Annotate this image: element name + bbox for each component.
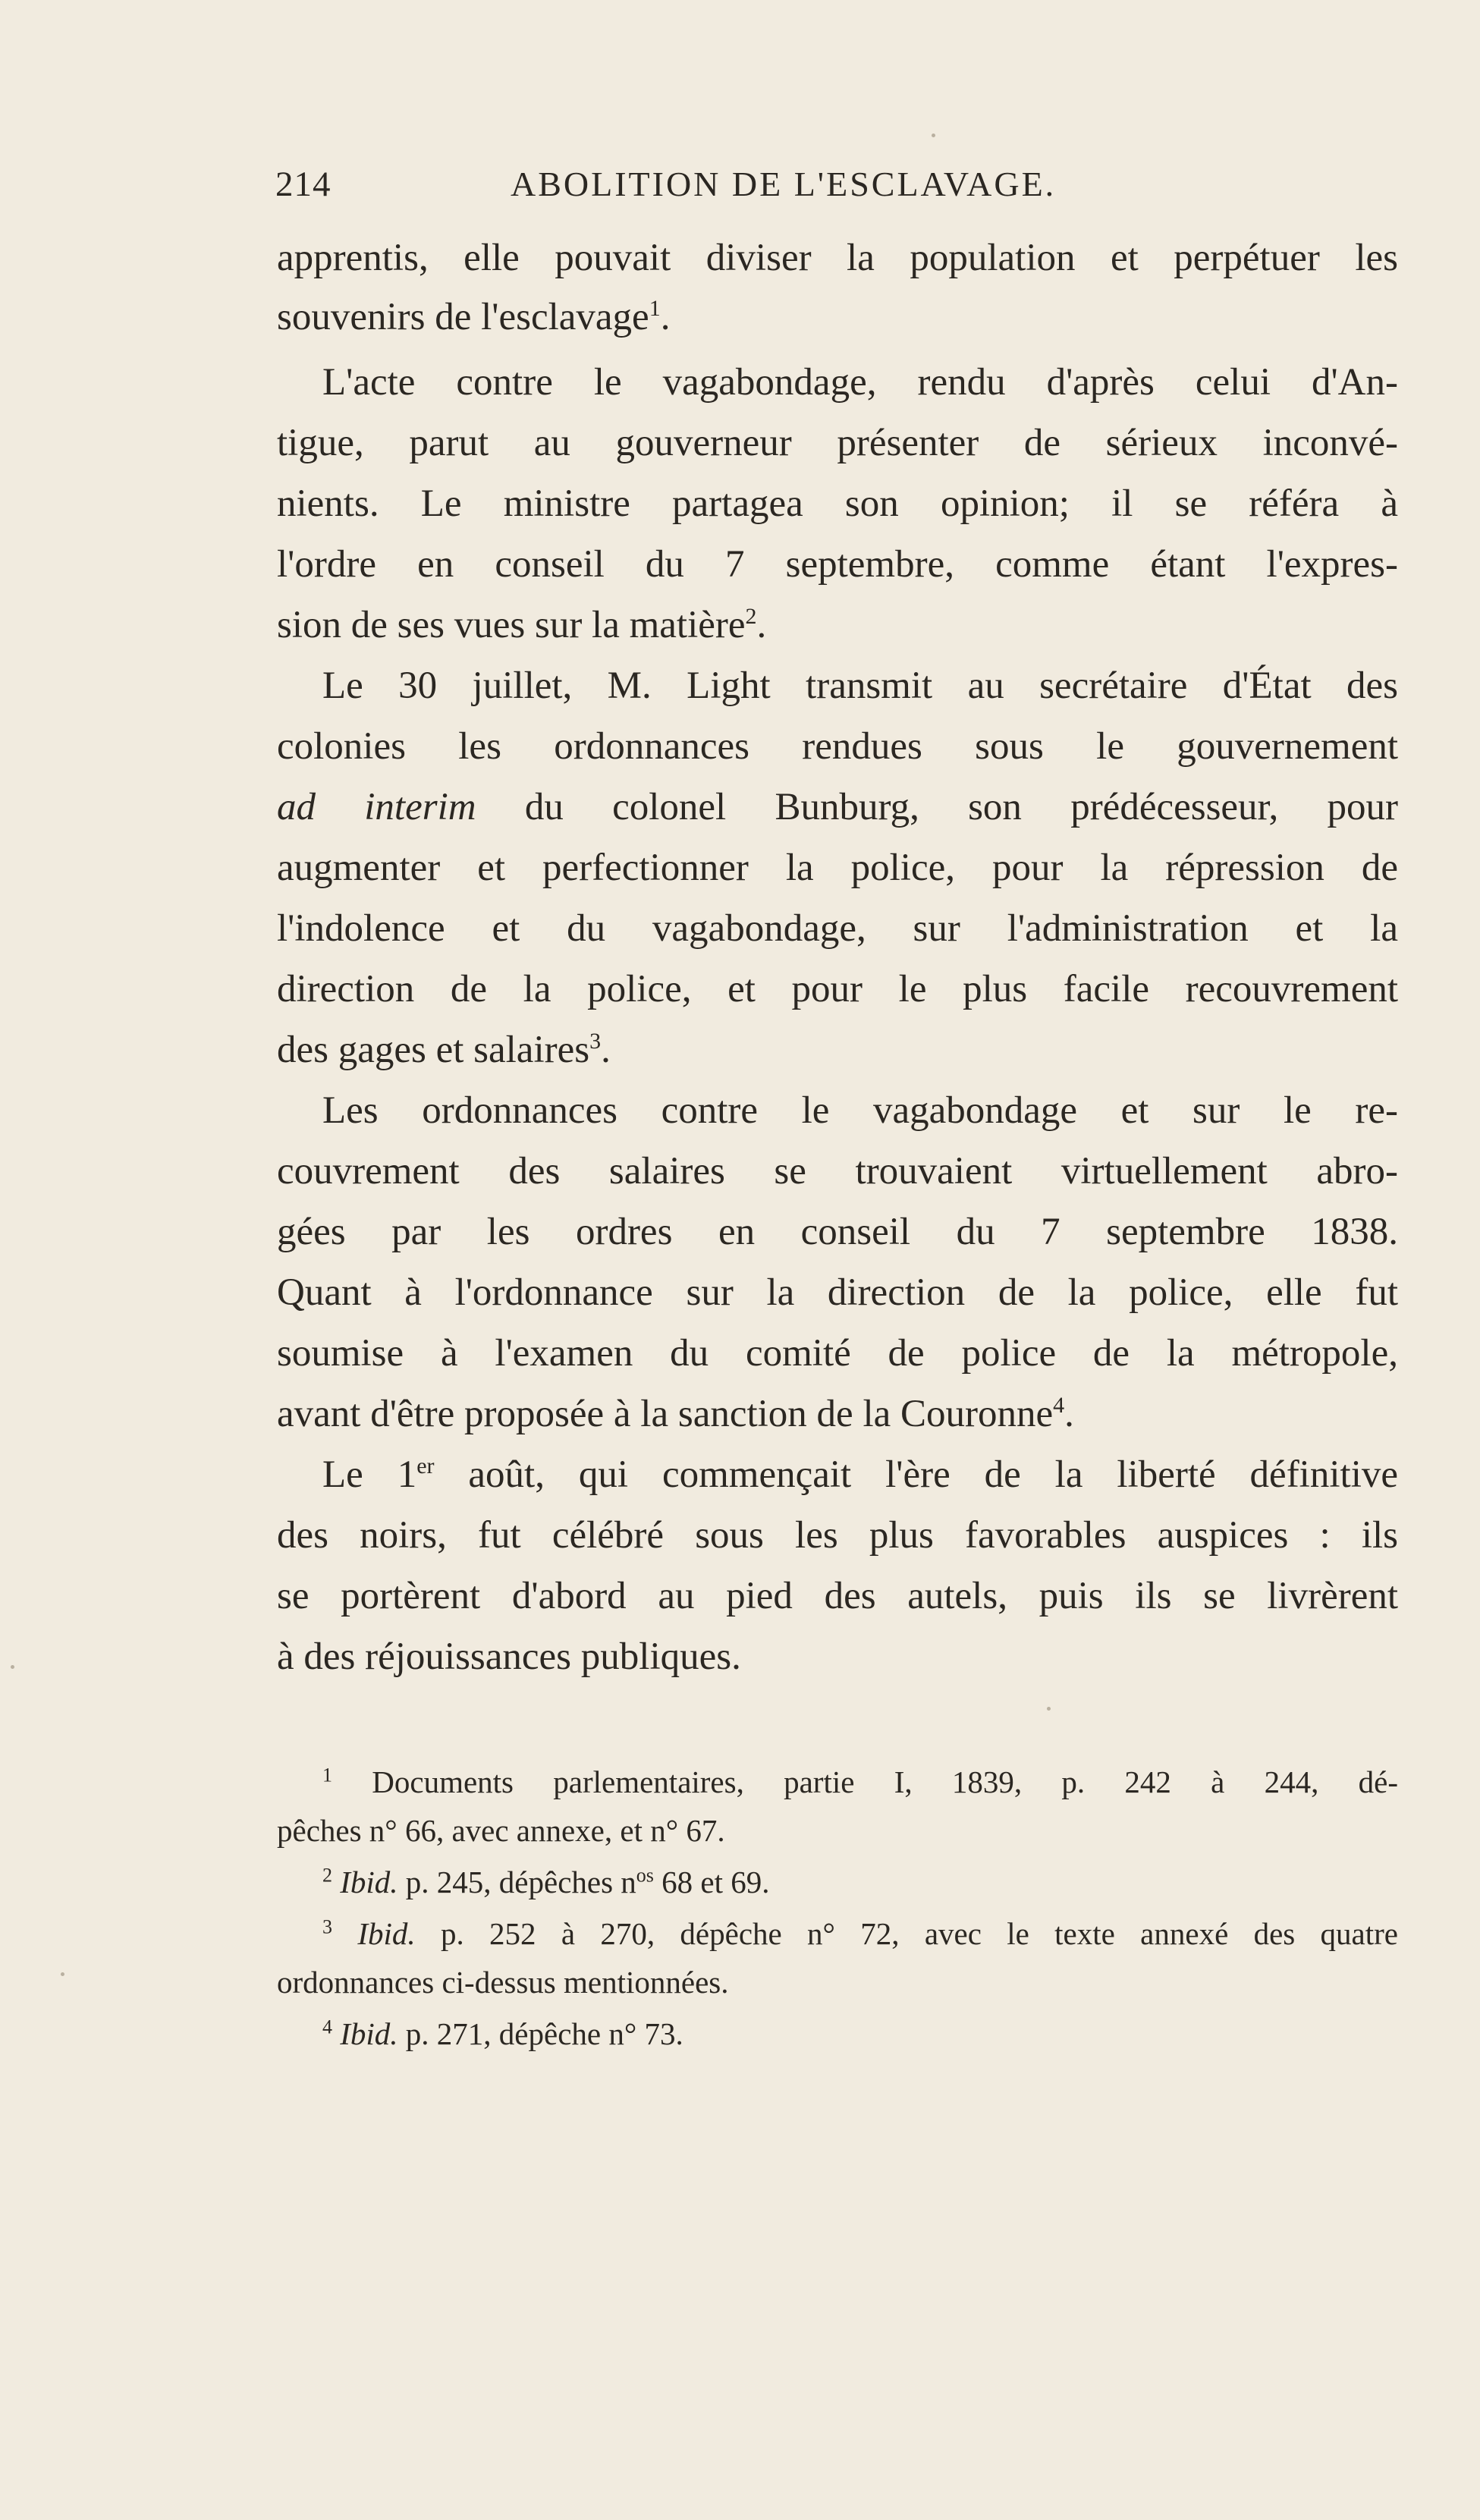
text-line: apprentis, elle pouvait diviser la population et perpétuer les (277, 237, 1398, 279)
text-line: ad interim du colonel Bunburg, son prédécesseur, pour (277, 786, 1398, 828)
paper-speck (11, 1665, 14, 1669)
italic-phrase: ad interim (277, 786, 476, 828)
text-line: des gages et salaires$^3$. (277, 1029, 611, 1071)
footnote-ref: 4 (1053, 1393, 1065, 1418)
running-title: ABOLITION DE L'ESCLAVAGE. (511, 165, 1057, 203)
text-line: l'ordre en conseil du 7 septembre, comme étant l'expres- (277, 543, 1398, 586)
text-line: Le 30 juillet, M. Light transmit au secrétaire d'État des (322, 665, 1398, 707)
text-line: nients. Le ministre partagea son opinion; il se référa à (277, 482, 1398, 525)
text-line: avant d'être proposée à la sanction de la Couronne$^4$. (277, 1393, 1074, 1435)
footnote-4: $^4$ Ibid. p. 271, dépêche n° 73. (322, 2016, 683, 2051)
footnote-2: $^2$ Ibid. p. 245, dépêches $n^{os}$ 68 et 69. (322, 1864, 770, 1899)
page-number: 214 (275, 165, 332, 204)
footnote-3-cont: ordonnances ci-dessus mentionnées. (277, 1965, 729, 2000)
text-line: colonies les ordonnances rendues sous le gouvernement (277, 725, 1398, 768)
footnote-ref: 1 (649, 296, 661, 321)
text-line: Les ordonnances contre le vagabondage et sur le re- (322, 1089, 1398, 1132)
page-header (275, 164, 1155, 209)
footnote-1-cont: pêches n° 66, avec annexe, et n° 67. (277, 1813, 725, 1848)
footnote-ref: 3 (589, 1029, 602, 1054)
paper-speck (932, 134, 935, 137)
text-line: direction de la police, et pour le plus facile recouvrement (277, 968, 1398, 1010)
text-line: soumise à l'examen du comité de police de la métropole, (277, 1332, 1398, 1375)
text-line: Le 1er août, qui commençait l'ère de la liberté définitive (322, 1453, 1398, 1496)
text-line: gées par les ordres en conseil du 7 septembre 1838. (277, 1211, 1398, 1253)
footnote-1: $^1$ Documents parlementaires, partie I, 1839, p. 242 à 244, dé- (322, 1764, 1398, 1799)
text-line: sion de ses vues sur la matière$^2$. (277, 604, 767, 646)
paper-speck (1047, 1707, 1051, 1711)
footnote-ref: 2 (745, 604, 757, 629)
text-line: à des réjouissances publiques. (277, 1635, 741, 1678)
text-line: tigue, parut au gouverneur présenter de sérieux inconvé- (277, 422, 1398, 464)
text-line: Quant à l'ordonnance sur la direction de la police, elle fut (277, 1271, 1398, 1314)
text-line: se portèrent d'abord au pied des autels, puis ils se livrèrent (277, 1575, 1398, 1617)
text-line: l'indolence et du vagabondage, sur l'administration et la (277, 907, 1398, 950)
footnote-3: $^3$ Ibid. p. 252 à 270, dépêche n° 72, avec le texte annexé des quatre (322, 1915, 1398, 1951)
text-line: des noirs, fut célébré sous les plus favorables auspices : ils (277, 1514, 1398, 1557)
text-line: L'acte contre le vagabondage, rendu d'après celui d'An- (322, 361, 1398, 404)
text-line: augmenter et perfectionner la police, pour la répression de (277, 847, 1398, 889)
text-line: couvrement des salaires se trouvaient virtuellement abro- (277, 1150, 1398, 1192)
text-line: souvenirs de l'esclavage$^1$. (277, 296, 671, 338)
paper-speck (61, 1972, 64, 1976)
